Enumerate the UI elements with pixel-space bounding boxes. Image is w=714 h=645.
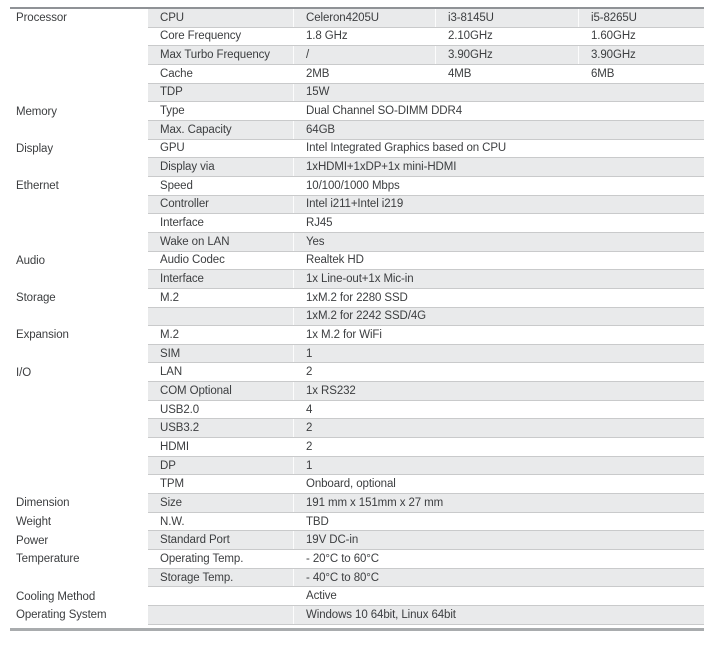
attr-label: Display via	[160, 161, 215, 174]
value-text: 1xHDMI+1xDP+1x mini-HDMI	[306, 161, 457, 174]
value-text: 1x RS232	[306, 384, 356, 397]
attr-label: Controller	[160, 198, 209, 211]
value-cell	[293, 606, 704, 624]
category-label: I/O	[16, 366, 32, 379]
value-cell	[293, 513, 704, 531]
category-cell	[10, 587, 148, 606]
category-label: Memory	[16, 105, 57, 118]
category-cell	[10, 158, 148, 177]
attr-cell	[148, 177, 293, 195]
spec-row	[10, 606, 704, 625]
category-cell	[10, 289, 148, 308]
spec-cells	[148, 158, 704, 177]
category-cell	[10, 531, 148, 550]
attr-cell	[148, 419, 293, 437]
category-cell	[10, 401, 148, 420]
value-text: /	[306, 49, 310, 62]
spec-cells	[148, 401, 704, 420]
value-cell	[293, 363, 704, 381]
category-cell	[10, 177, 148, 196]
spec-table	[10, 9, 704, 625]
spec-row	[10, 65, 704, 84]
value-cell	[293, 233, 704, 251]
attr-cell	[148, 46, 293, 64]
category-cell	[10, 252, 148, 271]
value-cell	[293, 9, 435, 27]
value-cell	[293, 84, 704, 102]
value-cell	[293, 382, 704, 400]
spec-cells	[148, 233, 704, 252]
value-cell	[578, 65, 704, 83]
attr-cell	[148, 308, 293, 326]
category-cell	[10, 513, 148, 532]
attr-label: Operating Temp.	[160, 552, 244, 565]
spec-cells	[148, 606, 704, 625]
value-cell	[293, 28, 435, 46]
value-cell	[293, 158, 704, 176]
attr-cell	[148, 252, 293, 270]
bottom-rule	[10, 628, 704, 631]
spec-row	[10, 196, 704, 215]
value-text: Celeron4205U	[306, 11, 379, 24]
attr-label: USB2.0	[160, 403, 200, 416]
spec-row	[10, 84, 704, 103]
spec-cells	[148, 382, 704, 401]
attr-label: Audio Codec	[160, 254, 225, 267]
value-text: Dual Channel SO-DIMM DDR4	[306, 105, 462, 118]
attr-cell	[148, 270, 293, 288]
value-text: 1.60GHz	[591, 30, 636, 43]
attr-cell	[148, 158, 293, 176]
value-cell	[293, 65, 435, 83]
value-text: Onboard, optional	[306, 478, 396, 491]
attr-cell	[148, 363, 293, 381]
attr-cell	[148, 233, 293, 251]
spec-row	[10, 46, 704, 65]
value-cell	[435, 46, 578, 64]
attr-cell	[148, 214, 293, 232]
value-cell	[293, 550, 704, 568]
value-cell	[293, 419, 704, 437]
attr-cell	[148, 475, 293, 493]
category-cell	[10, 326, 148, 345]
category-label: Expansion	[16, 329, 69, 342]
attr-label: USB3.2	[160, 422, 200, 435]
spec-cells	[148, 9, 704, 28]
value-cell	[293, 326, 704, 344]
category-cell	[10, 9, 148, 28]
spec-cells	[148, 475, 704, 494]
spec-row	[10, 587, 704, 606]
value-text: 2	[306, 422, 313, 435]
category-cell	[10, 270, 148, 289]
value-text: 3.90GHz	[448, 49, 493, 62]
attr-label: Max Turbo Frequency	[160, 49, 270, 62]
attr-label: LAN	[160, 366, 183, 379]
value-cell	[293, 438, 704, 456]
category-cell	[10, 382, 148, 401]
attr-cell	[148, 65, 293, 83]
spec-row	[10, 550, 704, 569]
value-text: 2MB	[306, 67, 330, 80]
spec-cells	[148, 102, 704, 121]
spec-cells	[148, 65, 704, 84]
attr-cell	[148, 531, 293, 549]
attr-cell	[148, 196, 293, 214]
attr-cell	[148, 9, 293, 27]
attr-label: Cache	[160, 67, 193, 80]
spec-row	[10, 569, 704, 588]
value-cell	[578, 28, 704, 46]
value-text: RJ45	[306, 217, 333, 230]
value-text: Active	[306, 590, 337, 603]
spec-row	[10, 233, 704, 252]
spec-cells	[148, 46, 704, 65]
attr-cell	[148, 494, 293, 512]
attr-cell	[148, 587, 293, 605]
spec-cells	[148, 438, 704, 457]
value-cell	[293, 102, 704, 120]
value-cell	[435, 9, 578, 27]
attr-cell	[148, 457, 293, 475]
category-cell	[10, 494, 148, 513]
attr-label: TPM	[160, 478, 184, 491]
category-label: Display	[16, 142, 54, 155]
spec-cells	[148, 345, 704, 364]
attr-label: GPU	[160, 142, 185, 155]
attr-label: DP	[160, 459, 176, 472]
value-text: 1xM.2 for 2280 SSD	[306, 291, 408, 304]
spec-cells	[148, 587, 704, 606]
spec-row	[10, 252, 704, 271]
spec-cells	[148, 569, 704, 588]
spec-cells	[148, 363, 704, 382]
category-cell	[10, 345, 148, 364]
attr-label: Speed	[160, 179, 193, 192]
category-cell	[10, 457, 148, 476]
spec-row	[10, 419, 704, 438]
spec-cells	[148, 196, 704, 215]
value-text: - 40°C to 80°C	[306, 571, 379, 584]
category-cell	[10, 363, 148, 382]
category-label: Operating System	[16, 609, 107, 622]
attr-label: N.W.	[160, 515, 185, 528]
spec-row	[10, 270, 704, 289]
value-cell	[578, 9, 704, 27]
spec-row	[10, 438, 704, 457]
attr-label: M.2	[160, 291, 179, 304]
category-cell	[10, 308, 148, 327]
spec-row	[10, 475, 704, 494]
attr-cell	[148, 513, 293, 531]
category-label: Dimension	[16, 497, 70, 510]
value-text: 191 mm x 151mm x 27 mm	[306, 496, 444, 509]
value-text: 64GB	[306, 123, 336, 136]
attr-cell	[148, 289, 293, 307]
spec-cells	[148, 308, 704, 327]
spec-row	[10, 214, 704, 233]
attr-label: HDMI	[160, 440, 189, 453]
value-text: 2	[306, 440, 313, 453]
value-text: 4	[306, 403, 313, 416]
attr-label: Storage Temp.	[160, 571, 234, 584]
value-text: 2.10GHz	[448, 30, 493, 43]
spec-row	[10, 513, 704, 532]
spec-row	[10, 158, 704, 177]
spec-cells	[148, 531, 704, 550]
category-label: Processor	[16, 12, 67, 25]
category-cell	[10, 569, 148, 588]
value-text: 1xM.2 for 2242 SSD/4G	[306, 310, 426, 323]
value-text: 1.8 GHz	[306, 30, 348, 43]
spec-cells	[148, 84, 704, 103]
spec-row	[10, 494, 704, 513]
attr-label: COM Optional	[160, 384, 232, 397]
value-text: 10/100/1000 Mbps	[306, 179, 400, 192]
attr-cell	[148, 569, 293, 587]
spec-row	[10, 102, 704, 121]
spec-row	[10, 177, 704, 196]
value-text: i3-8145U	[448, 11, 494, 24]
attr-label: Size	[160, 496, 182, 509]
value-cell	[293, 196, 704, 214]
spec-row	[10, 140, 704, 159]
value-text: 3.90GHz	[591, 49, 636, 62]
category-cell	[10, 102, 148, 121]
value-cell	[293, 587, 704, 605]
attr-label: Type	[160, 105, 185, 118]
attr-label: Interface	[160, 273, 204, 286]
spec-cells	[148, 326, 704, 345]
spec-row	[10, 363, 704, 382]
spec-row	[10, 326, 704, 345]
category-cell	[10, 121, 148, 140]
value-text: Yes	[306, 235, 325, 248]
value-text: 15W	[306, 86, 330, 99]
value-text: Intel Integrated Graphics based on CPU	[306, 142, 507, 155]
value-text: 1	[306, 459, 313, 472]
value-text: 1x Line-out+1x Mic-in	[306, 273, 414, 286]
spec-row	[10, 289, 704, 308]
value-cell	[293, 252, 704, 270]
attr-cell	[148, 84, 293, 102]
category-cell	[10, 438, 148, 457]
attr-cell	[148, 401, 293, 419]
value-cell	[293, 457, 704, 475]
attr-label: SIM	[160, 347, 181, 360]
category-cell	[10, 419, 148, 438]
spec-cells	[148, 252, 704, 271]
spec-row	[10, 531, 704, 550]
attr-label: Core Frequency	[160, 30, 242, 43]
value-cell	[293, 569, 704, 587]
attr-cell	[148, 382, 293, 400]
spec-cells	[148, 28, 704, 47]
value-text: 1	[306, 347, 313, 360]
value-cell	[293, 270, 704, 288]
value-cell	[293, 475, 704, 493]
value-cell	[293, 140, 704, 158]
spec-cells	[148, 419, 704, 438]
attr-label: Max. Capacity	[160, 123, 232, 136]
spec-cells	[148, 270, 704, 289]
category-label: Storage	[16, 292, 56, 305]
attr-cell	[148, 102, 293, 120]
attr-label: CPU	[160, 11, 184, 24]
category-label: Ethernet	[16, 180, 59, 193]
spec-cells	[148, 513, 704, 532]
value-cell	[293, 289, 704, 307]
spec-row	[10, 308, 704, 327]
spec-cells	[148, 457, 704, 476]
value-text: 6MB	[591, 67, 615, 80]
value-cell	[578, 46, 704, 64]
spec-cells	[148, 550, 704, 569]
spec-cells	[148, 121, 704, 140]
value-cell	[293, 401, 704, 419]
category-label: Weight	[16, 516, 51, 529]
value-text: i5-8265U	[591, 11, 637, 24]
category-label: Temperature	[16, 553, 80, 566]
value-cell	[293, 345, 704, 363]
category-cell	[10, 550, 148, 569]
spec-cells	[148, 494, 704, 513]
category-cell	[10, 214, 148, 233]
value-cell	[293, 494, 704, 512]
category-cell	[10, 196, 148, 215]
value-cell	[435, 65, 578, 83]
value-cell	[293, 177, 704, 195]
attr-label: TDP	[160, 86, 183, 99]
value-cell	[293, 531, 704, 549]
category-cell	[10, 84, 148, 103]
value-text: 19V DC-in	[306, 534, 359, 547]
attr-label: Wake on LAN	[160, 235, 230, 248]
category-cell	[10, 475, 148, 494]
attr-label: Standard Port	[160, 534, 230, 547]
category-label: Power	[16, 534, 49, 547]
category-cell	[10, 140, 148, 159]
value-text: Windows 10 64bit, Linux 64bit	[306, 608, 456, 621]
category-cell	[10, 46, 148, 65]
category-label: Audio	[16, 254, 45, 267]
attr-cell	[148, 606, 293, 624]
category-cell	[10, 65, 148, 84]
spec-cells	[148, 177, 704, 196]
attr-cell	[148, 326, 293, 344]
category-cell	[10, 233, 148, 252]
attr-cell	[148, 121, 293, 139]
value-text: Realtek HD	[306, 254, 364, 267]
value-cell	[435, 28, 578, 46]
spec-row	[10, 28, 704, 47]
attr-cell	[148, 28, 293, 46]
value-text: Intel i211+Intel i219	[306, 198, 404, 211]
attr-cell	[148, 140, 293, 158]
value-text: 2	[306, 366, 313, 379]
value-cell	[293, 308, 704, 326]
spec-row	[10, 457, 704, 476]
value-text: - 20°C to 60°C	[306, 552, 379, 565]
attr-label: Interface	[160, 217, 204, 230]
category-cell	[10, 606, 148, 625]
category-cell	[10, 28, 148, 47]
spec-row	[10, 9, 704, 28]
spec-cells	[148, 140, 704, 159]
category-label: Cooling Method	[16, 590, 96, 603]
value-text: TBD	[306, 515, 329, 528]
value-text: 1x M.2 for WiFi	[306, 328, 382, 341]
value-cell	[293, 214, 704, 232]
spec-row	[10, 382, 704, 401]
spec-row	[10, 121, 704, 140]
attr-cell	[148, 550, 293, 568]
spec-row	[10, 345, 704, 364]
spec-cells	[148, 214, 704, 233]
attr-cell	[148, 345, 293, 363]
value-cell	[293, 46, 435, 64]
spec-row	[10, 401, 704, 420]
attr-label: M.2	[160, 328, 179, 341]
value-text: 4MB	[448, 67, 472, 80]
spec-cells	[148, 289, 704, 308]
value-cell	[293, 121, 704, 139]
attr-cell	[148, 438, 293, 456]
spec-sheet	[10, 7, 704, 631]
